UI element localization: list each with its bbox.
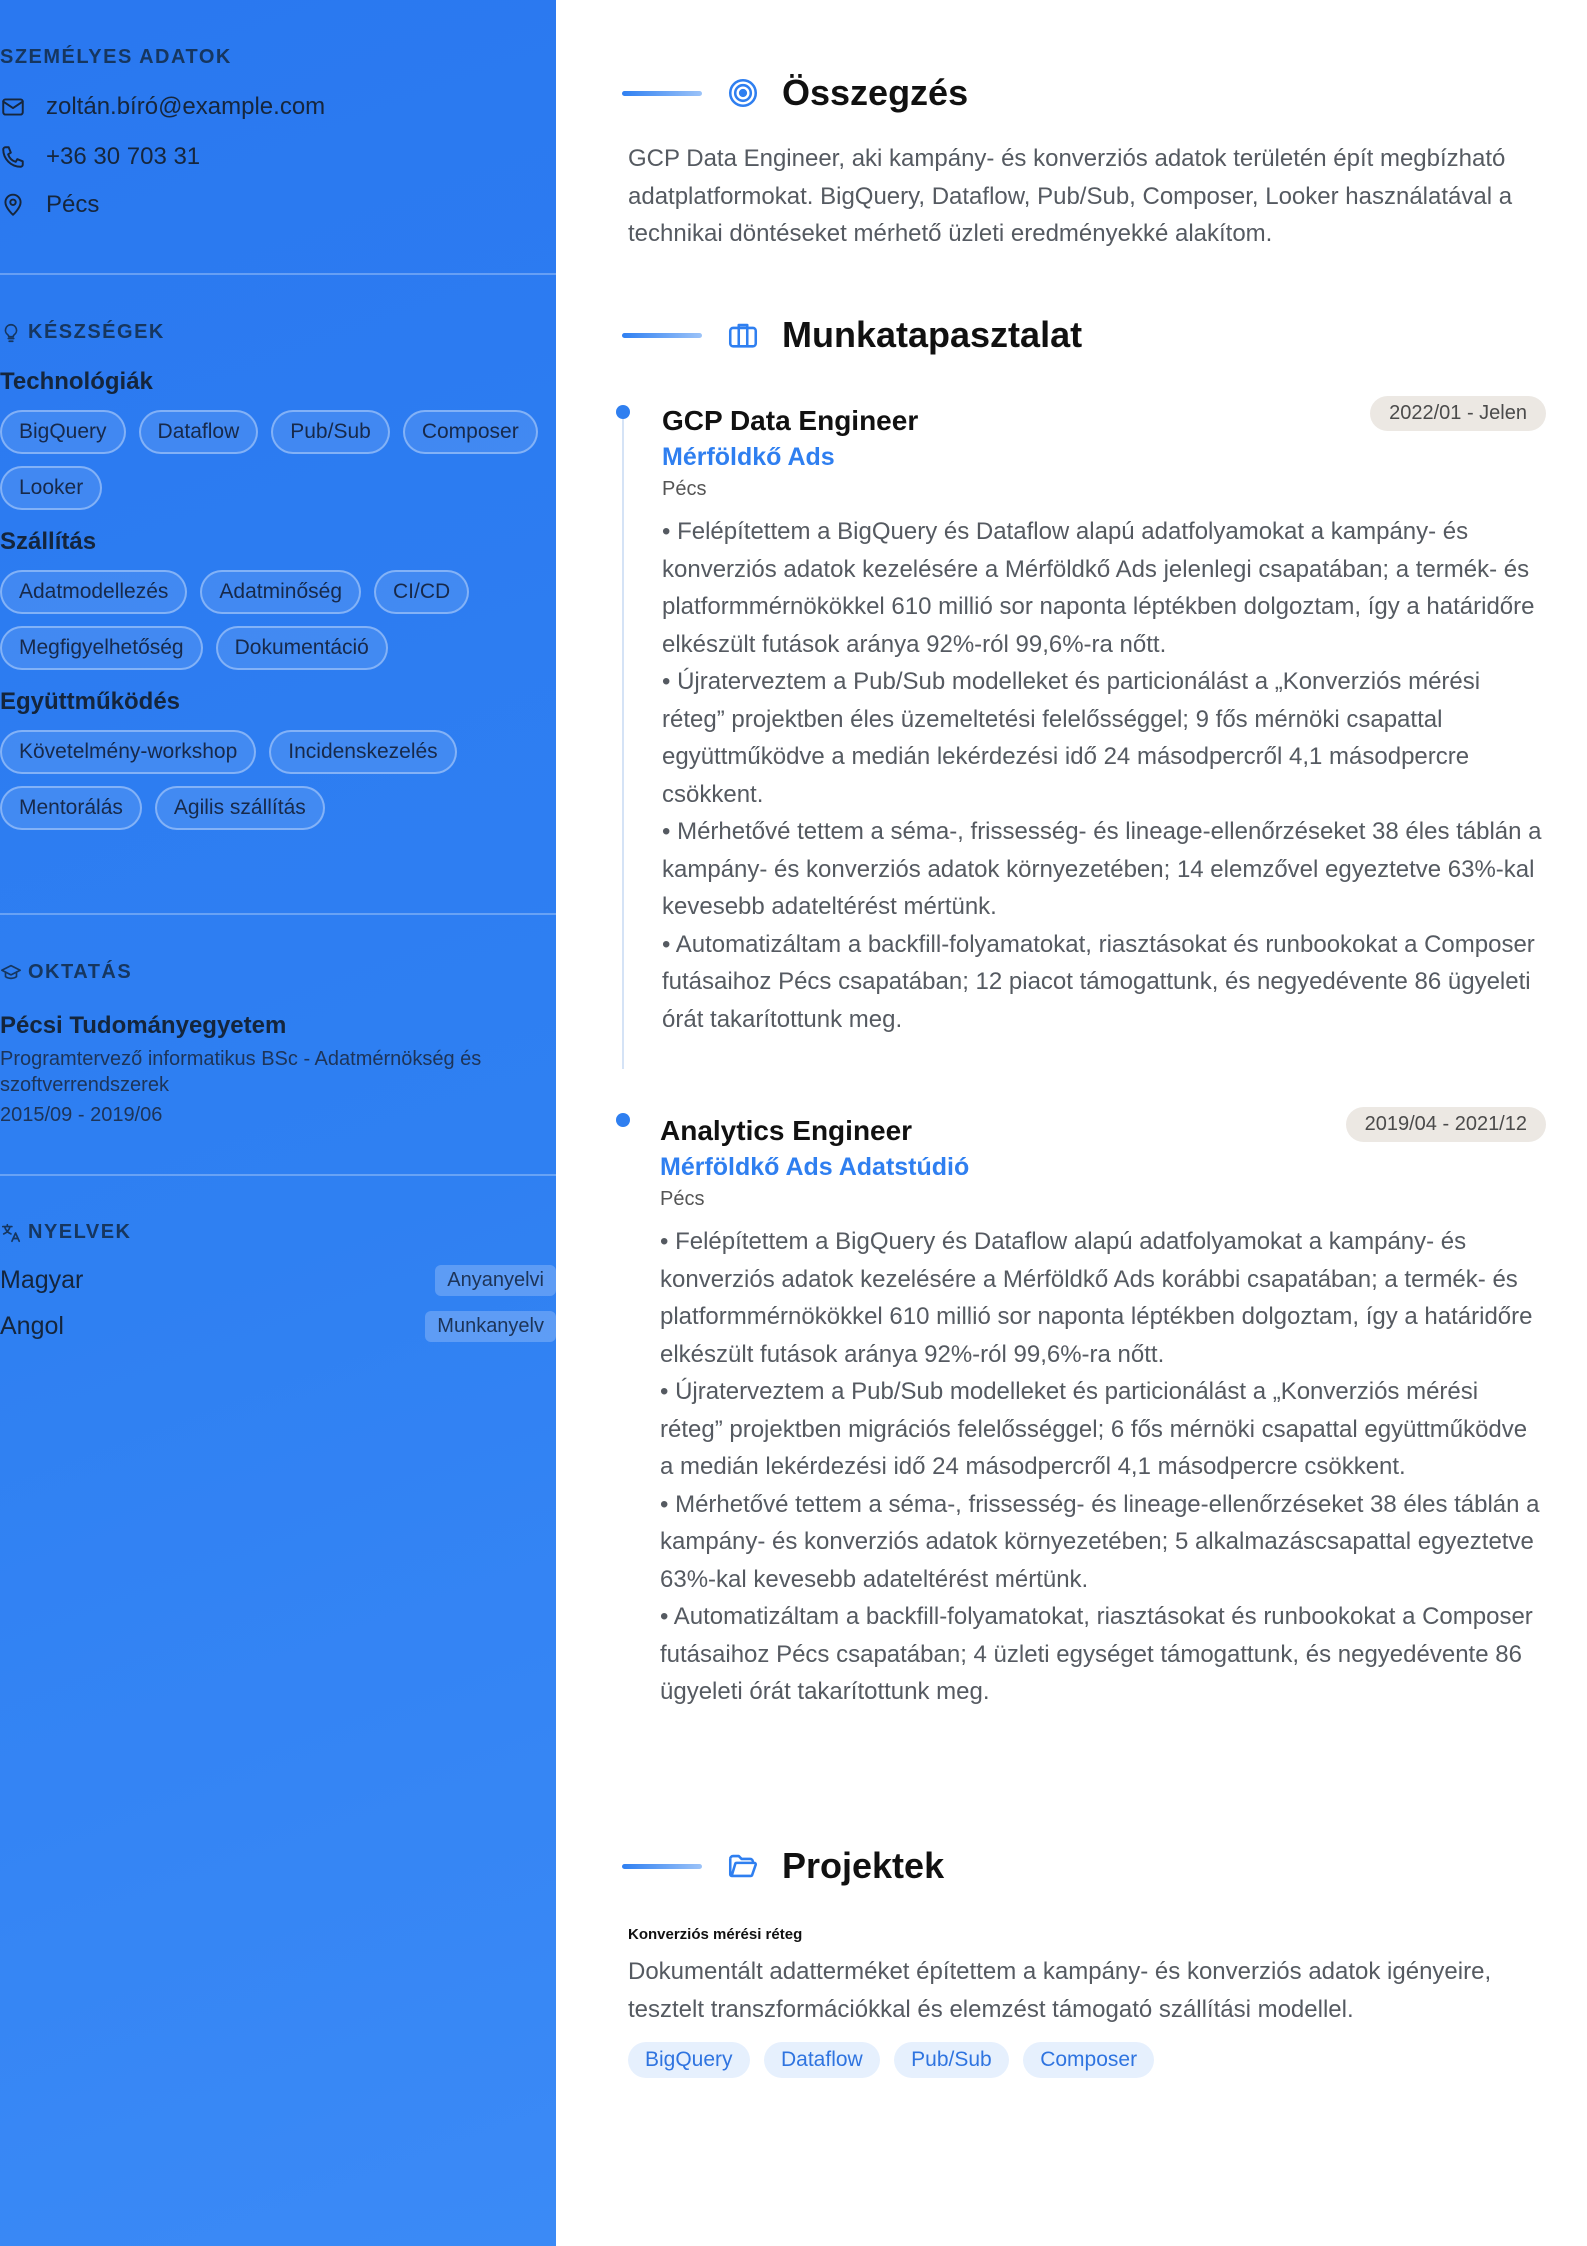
location-row bbox=[0, 191, 556, 219]
job-company: Mérföldkő Ads Adatstúdió bbox=[660, 1153, 970, 1181]
summary-title: Összegzés bbox=[782, 72, 969, 113]
skill-chip: Dokumentáció bbox=[216, 626, 388, 670]
skill-chip: Megfigyelhetőség bbox=[0, 626, 203, 670]
job-company: Mérföldkő Ads bbox=[662, 443, 835, 471]
sidebar-divider bbox=[0, 1174, 556, 1176]
graduation-cap-icon bbox=[0, 962, 22, 984]
skill-chip: Incidenskezelés bbox=[269, 730, 456, 774]
education-section bbox=[0, 961, 556, 1127]
education-school: Pécsi Tudományegyetem bbox=[0, 1012, 287, 1039]
skill-chip-list bbox=[0, 730, 556, 830]
job-bullet: • Automatizáltam a backfill-folyamatokat, riasztásokat és runbookokat a Composer futásaihoz Pécs csapatában; 4 üzleti egységet támogattunk, és negyedévente 86 ügyeleti órát takarítottunk meg. bbox=[660, 1603, 1533, 1705]
lightbulb-icon bbox=[0, 322, 22, 344]
projects-title: Projektek bbox=[782, 1845, 945, 1886]
skill-chip: Composer bbox=[403, 410, 538, 454]
experience-header bbox=[622, 314, 1082, 356]
sidebar bbox=[0, 0, 556, 2246]
folder-open-icon bbox=[726, 1849, 760, 1883]
section-accent-line bbox=[622, 1864, 702, 1869]
skill-category-name: Szállítás bbox=[0, 528, 97, 555]
job-dates: 2019/04 - 2021/12 bbox=[1346, 1107, 1546, 1142]
skill-chip-list bbox=[0, 410, 556, 510]
education-degree: Programtervező informatikus BSc - Adatmérnökség és szoftverrendszerek bbox=[0, 1048, 482, 1096]
skill-chip: BigQuery bbox=[0, 410, 126, 454]
sidebar-divider bbox=[0, 273, 556, 275]
job-content bbox=[662, 405, 1546, 1038]
skills-section bbox=[0, 321, 556, 830]
location-text: Pécs bbox=[46, 191, 100, 218]
job-bullet: • Mérhetővé tettem a séma-, frissesség- és lineage-ellenőrzéseket 38 éles táblán a kampány- és konverziós adatok környezetében; 5 alkalmazáscsapattal egyeztetve 63%-kal kevesebb adateltérést mértünk. bbox=[660, 1490, 1540, 1593]
email-row[interactable] bbox=[0, 93, 556, 121]
job-bullet: • Mérhetővé tettem a séma-, frissesség- és lineage-ellenőrzéseket 38 éles táblán a kampány- és konverziós adatok környezetében; 14 elemzővel egyeztetve 63%-kal kevesebb adateltérést mértünk. bbox=[662, 818, 1542, 920]
job-entry bbox=[616, 1105, 1546, 1765]
sidebar-divider bbox=[0, 913, 556, 915]
skill-chip: CI/CD bbox=[374, 570, 469, 614]
section-accent-line bbox=[622, 91, 702, 96]
timeline-dot bbox=[616, 1113, 630, 1127]
skill-category-name: Technológiák bbox=[0, 368, 153, 395]
section-accent-line bbox=[622, 333, 702, 338]
mail-icon bbox=[0, 94, 26, 120]
skill-chip: Dataflow bbox=[139, 410, 259, 454]
job-bullet: • Felépítettem a BigQuery és Dataflow alapú adatfolyamokat a kampány- és konverziós adatok kezelésére a Mérföldkő Ads jelenlegi csapatában; a termék- és platformmérnökökkel 610 millió sor naponta léptékben dolgoztam, így a határidőre elkészült futások aránya 92%-ról 99,6%-ra nőtt. bbox=[662, 518, 1535, 658]
project-entry bbox=[628, 1926, 1533, 2078]
project-tag: Dataflow bbox=[764, 2042, 880, 2078]
timeline-dot bbox=[616, 405, 630, 419]
job-bullet: • Újraterveztem a Pub/Sub modelleket és particionálást a „Konverziós mérési réteg” projektben éles üzemeltetési felelősséggel; 9 fős mérnöki csapattal együttműködve a medián lekérdezési idő 24 másodpercről 4,1 másodpercre csökkent. bbox=[662, 668, 1481, 808]
job-bullet: • Újraterveztem a Pub/Sub modelleket és particionálást a „Konverziós mérési réteg” projektben migrációs felelősséggel; 6 fős mérnöki csapattal együttműködve a medián lekérdezési idő 24 másodpercről 4,1 másodpercre csökkent. bbox=[660, 1378, 1528, 1480]
summary-header bbox=[622, 72, 968, 114]
phone-icon bbox=[0, 144, 26, 170]
language-row bbox=[0, 1265, 556, 1296]
job-location: Pécs bbox=[660, 1188, 705, 1210]
job-entry bbox=[616, 395, 1546, 1075]
personal-heading: SZEMÉLYES ADATOK bbox=[0, 46, 232, 68]
main-content bbox=[556, 0, 1587, 2246]
summary-text: GCP Data Engineer, aki kampány- és konverziós adatok területén épít megbízható adatplatformokat. BigQuery, Dataflow, Pub/Sub, Composer, Looker használatával a technikai döntéseket mérhető üzleti eredményekké alakítom. bbox=[628, 145, 1513, 247]
project-description: Dokumentált adatterméket építettem a kampány- és konverziós adatok igényeire, tesztelt transzformációkkal és elemzést támogató szállítási modellel. bbox=[628, 1958, 1492, 2023]
job-dates: 2022/01 - Jelen bbox=[1370, 396, 1546, 431]
target-icon bbox=[726, 76, 760, 110]
languages-heading bbox=[0, 1221, 131, 1244]
education-heading-label: OKTATÁS bbox=[28, 961, 133, 983]
job-bullet: • Felépítettem a BigQuery és Dataflow alapú adatfolyamokat a kampány- és konverziós adatok kezelésére a Mérföldkő Ads korábbi csapatában; a termék- és platformmérnökökkel 610 millió sor naponta léptékben dolgoztam, így a határidőre elkészült futások aránya 92%-ról 99,6%-ra nőtt. bbox=[660, 1228, 1533, 1368]
location-pin-icon bbox=[0, 192, 26, 218]
skill-chip: Agilis szállítás bbox=[155, 786, 325, 830]
timeline-line bbox=[622, 419, 624, 1069]
skill-chip: Követelmény-workshop bbox=[0, 730, 256, 774]
skill-chip: Adatmodellezés bbox=[0, 570, 187, 614]
education-dates: 2015/09 - 2019/06 bbox=[0, 1104, 163, 1126]
skill-category-name: Együttműködés bbox=[0, 688, 181, 715]
skill-chip: Mentorálás bbox=[0, 786, 142, 830]
language-name: Angol bbox=[0, 1312, 64, 1340]
project-tag: BigQuery bbox=[628, 2042, 750, 2078]
experience-title: Munkatapasztalat bbox=[782, 314, 1083, 355]
skill-chip: Pub/Sub bbox=[271, 410, 390, 454]
translate-icon bbox=[0, 1222, 22, 1244]
language-row bbox=[0, 1311, 556, 1342]
skill-chip: Looker bbox=[0, 466, 102, 510]
job-location: Pécs bbox=[662, 478, 707, 500]
language-name: Magyar bbox=[0, 1266, 84, 1294]
job-title: GCP Data Engineer bbox=[662, 405, 919, 436]
language-level: Munkanyelv bbox=[425, 1311, 556, 1342]
email-text[interactable]: zoltán.bíró@example.com bbox=[46, 93, 326, 120]
skill-chip-list bbox=[0, 570, 556, 670]
project-name: Konverziós mérési réteg bbox=[628, 1926, 803, 1943]
personal-section bbox=[0, 46, 556, 219]
project-tag-list bbox=[628, 2042, 1533, 2078]
skill-chip: Adatminőség bbox=[200, 570, 361, 614]
job-title: Analytics Engineer bbox=[660, 1115, 913, 1146]
skills-heading bbox=[0, 321, 556, 344]
project-tag: Composer bbox=[1023, 2042, 1154, 2078]
job-content bbox=[660, 1115, 1546, 1711]
education-heading bbox=[0, 961, 556, 984]
languages-heading-label: NYELVEK bbox=[28, 1221, 132, 1243]
phone-row[interactable] bbox=[0, 143, 556, 171]
job-bullet: • Automatizáltam a backfill-folyamatokat, riasztásokat és runbookokat a Composer futásaihoz Pécs csapatában; 12 piacot támogattunk, és negyedévente 86 ügyeleti órát takarítottunk meg. bbox=[662, 930, 1535, 1033]
projects-header bbox=[622, 1845, 944, 1887]
briefcase-icon bbox=[726, 318, 760, 352]
skills-heading-label: KÉSZSÉGEK bbox=[28, 321, 165, 343]
language-level: Anyanyelvi bbox=[435, 1265, 556, 1296]
phone-text[interactable]: +36 30 703 31 bbox=[46, 143, 201, 170]
project-tag: Pub/Sub bbox=[894, 2042, 1009, 2078]
